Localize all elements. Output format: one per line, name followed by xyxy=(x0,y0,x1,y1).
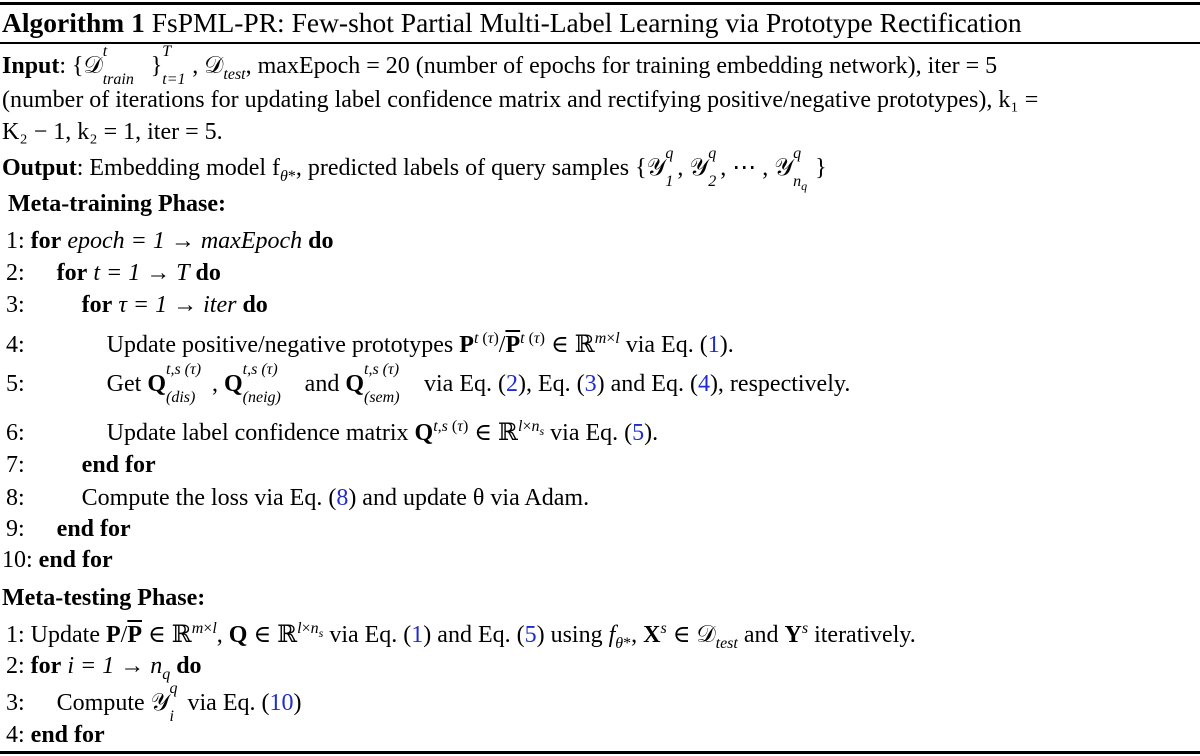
step-text: ) and Eq. ( xyxy=(596,371,698,397)
step-number: 2: xyxy=(6,653,25,679)
keyword: for xyxy=(56,260,88,286)
step-number: 3: xyxy=(6,690,25,716)
output-text-b: , predicted labels of query samples {𝒴 xyxy=(295,155,666,181)
keyword: do xyxy=(308,228,334,254)
output-text-c: , 𝒴 xyxy=(677,155,709,181)
equation-link[interactable]: 2 xyxy=(505,371,518,397)
train-step-6: 6: Update label confidence matrix $Q^{t,s (\tau)}$ ∈ ℝ$^{l\times n_s}$ via Eq. (5). xyxy=(6,418,659,446)
input-line-3: K₂ − 1, k₂ = 1, iter = 5. xyxy=(2,119,223,145)
step-text: via Eq. ( xyxy=(424,371,506,397)
keyword: end for xyxy=(30,722,105,748)
train-step-8 xyxy=(6,484,589,512)
step-number: 7: xyxy=(6,452,25,478)
train-step-2 xyxy=(6,259,221,287)
step-text: Update positive/negative prototypes xyxy=(106,332,454,358)
equation-link[interactable]: 1 xyxy=(707,332,720,358)
train-step-10 xyxy=(2,546,113,574)
step-text: ). xyxy=(719,332,734,358)
input-line-2: (number of iterations for updating label confidence matrix and rectifying positive/negative prototypes), k₁ = xyxy=(2,87,1039,113)
training-heading: Meta-training Phase: xyxy=(8,191,226,217)
algorithm-name: FsPML-PR: Few-shot Partial Multi-Label Learning via Prototype Rectification xyxy=(151,7,1022,38)
step-text: ∈ ℝ xyxy=(550,332,595,358)
equation-link[interactable]: 4 xyxy=(697,371,710,397)
keyword: end for xyxy=(81,452,156,478)
testing-heading: Meta-testing Phase: xyxy=(2,585,206,611)
step-number: 4: xyxy=(6,332,25,358)
step-text: ) and Eq. ( xyxy=(423,622,525,648)
equation-link[interactable]: 5 xyxy=(632,420,645,446)
bottom-rule xyxy=(0,751,1200,754)
output-text-a: : Embedding model f xyxy=(76,155,280,181)
train-step-9 xyxy=(6,515,131,543)
step-number: 1: xyxy=(6,228,25,254)
algorithm-label: Algorithm 1 xyxy=(2,7,145,38)
input-key: Input xyxy=(2,53,60,79)
input-text-c: , maxEpoch = 20 (number of epochs for training embedding network), iter = 5 xyxy=(245,53,998,79)
train-step-3 xyxy=(6,291,268,319)
step-number: 2: xyxy=(6,260,25,286)
step-text: via Eq. ( xyxy=(550,420,633,446)
step-expression: τ = 1 → iter xyxy=(118,292,237,318)
step-text: and xyxy=(743,622,779,648)
input-text-b: , 𝒟 xyxy=(192,53,224,79)
step-number: 6: xyxy=(6,420,25,446)
equation-link[interactable]: 8 xyxy=(336,485,349,511)
train-sets-symbol: t train xyxy=(102,43,134,88)
input-text: : {𝒟 xyxy=(59,53,103,79)
step-text: via Eq. ( xyxy=(625,332,708,358)
step-text: ) xyxy=(293,690,302,716)
step-text: via Eq. ( xyxy=(329,622,412,648)
step-text: via Eq. ( xyxy=(187,690,270,716)
step-number: 8: xyxy=(6,485,25,511)
step-text: ), Eq. ( xyxy=(517,371,585,397)
train-step-1 xyxy=(6,227,333,255)
step-text: iteratively. xyxy=(814,622,916,648)
test-step-1: 1: Update $P/\overline{P}$ ∈ ℝ$^{m\times l}$, Q ∈ ℝ$^{l\times n_s}$ via Eq. (1) and Eq. (5) using $f_{\theta*}$, $X^s$ ∈ 𝒟$_{test}$ and $Y^s$ iteratively. xyxy=(6,620,916,652)
step-text: ) and update θ via Adam. xyxy=(348,485,590,511)
equation-link[interactable]: 10 xyxy=(269,690,294,716)
step-expression: t = 1 → T xyxy=(93,260,190,286)
algorithm-title xyxy=(2,5,1022,41)
step-number: 5: xyxy=(6,371,25,397)
step-text: Update label confidence matrix xyxy=(106,420,409,446)
keyword: end for xyxy=(56,516,131,542)
step-number: 3: xyxy=(6,292,25,318)
step-text: ) using xyxy=(536,622,603,648)
step-text: ). xyxy=(644,420,659,446)
step-number: 9: xyxy=(6,516,25,542)
step-text: and xyxy=(304,371,340,397)
title-rule xyxy=(0,42,1200,44)
step-expression: epoch = 1 → maxEpoch xyxy=(67,228,303,254)
input-line-1: Input: {𝒟 t train } T t=1 , 𝒟$_{test}$, maxEpoch = 20 (number of epochs for training embedding network), iter = 5 xyxy=(2,43,998,88)
step-text: Compute the loss via Eq. ( xyxy=(81,485,337,511)
keyword: end for xyxy=(38,547,113,573)
keyword: for xyxy=(30,228,62,254)
step-text: Update xyxy=(30,622,100,648)
keyword: do xyxy=(195,260,221,286)
equation-link[interactable]: 3 xyxy=(584,371,597,397)
step-number: 1: xyxy=(6,622,25,648)
output-key: Output xyxy=(2,155,77,181)
step-text: ), respectively. xyxy=(709,371,851,397)
equation-link[interactable]: 5 xyxy=(524,622,537,648)
keyword: do xyxy=(242,292,268,318)
step-text: ∈ ℝ xyxy=(474,420,518,446)
train-range: T t=1 xyxy=(162,43,186,88)
step-number: 10: xyxy=(2,547,33,573)
keyword: for xyxy=(81,292,113,318)
output-line: Output: Embedding model $f_{\theta*}$, predicted labels of query samples {𝒴 q 1 , 𝒴 q 2 , ⋯ , 𝒴 q $n_q$ } xyxy=(2,145,827,194)
output-text-d: , ⋯ , 𝒴 xyxy=(720,155,794,181)
keyword: for xyxy=(30,653,62,679)
step-text: Compute xyxy=(56,690,145,716)
step-expression: i = 1 → n xyxy=(67,653,163,679)
step-text: Get xyxy=(106,371,142,397)
equation-link[interactable]: 1 xyxy=(411,622,424,648)
train-step-7 xyxy=(6,451,156,479)
train-step-5: 5: Get Q t,s (τ) (dis) , Q t,s (τ) (neig) and Q t,s (τ) (sem) via Eq. (2), Eq. (3) and Eq. (4), respectively. xyxy=(6,361,851,406)
step-number: 4: xyxy=(6,722,25,748)
keyword: do xyxy=(176,653,202,679)
train-step-4: 4: Update positive/negative prototypes $P^{t (\tau)}/\overline{P}^{t (\tau)}$ ∈ ℝ$^{m\times l}$ via Eq. (1). xyxy=(6,330,734,358)
test-step-2: 2: for $i = 1 \to n_q$ do xyxy=(6,653,202,683)
test-step-3: 3: Compute 𝒴 q i via Eq. (10) xyxy=(6,680,302,725)
test-step-4 xyxy=(6,721,105,749)
